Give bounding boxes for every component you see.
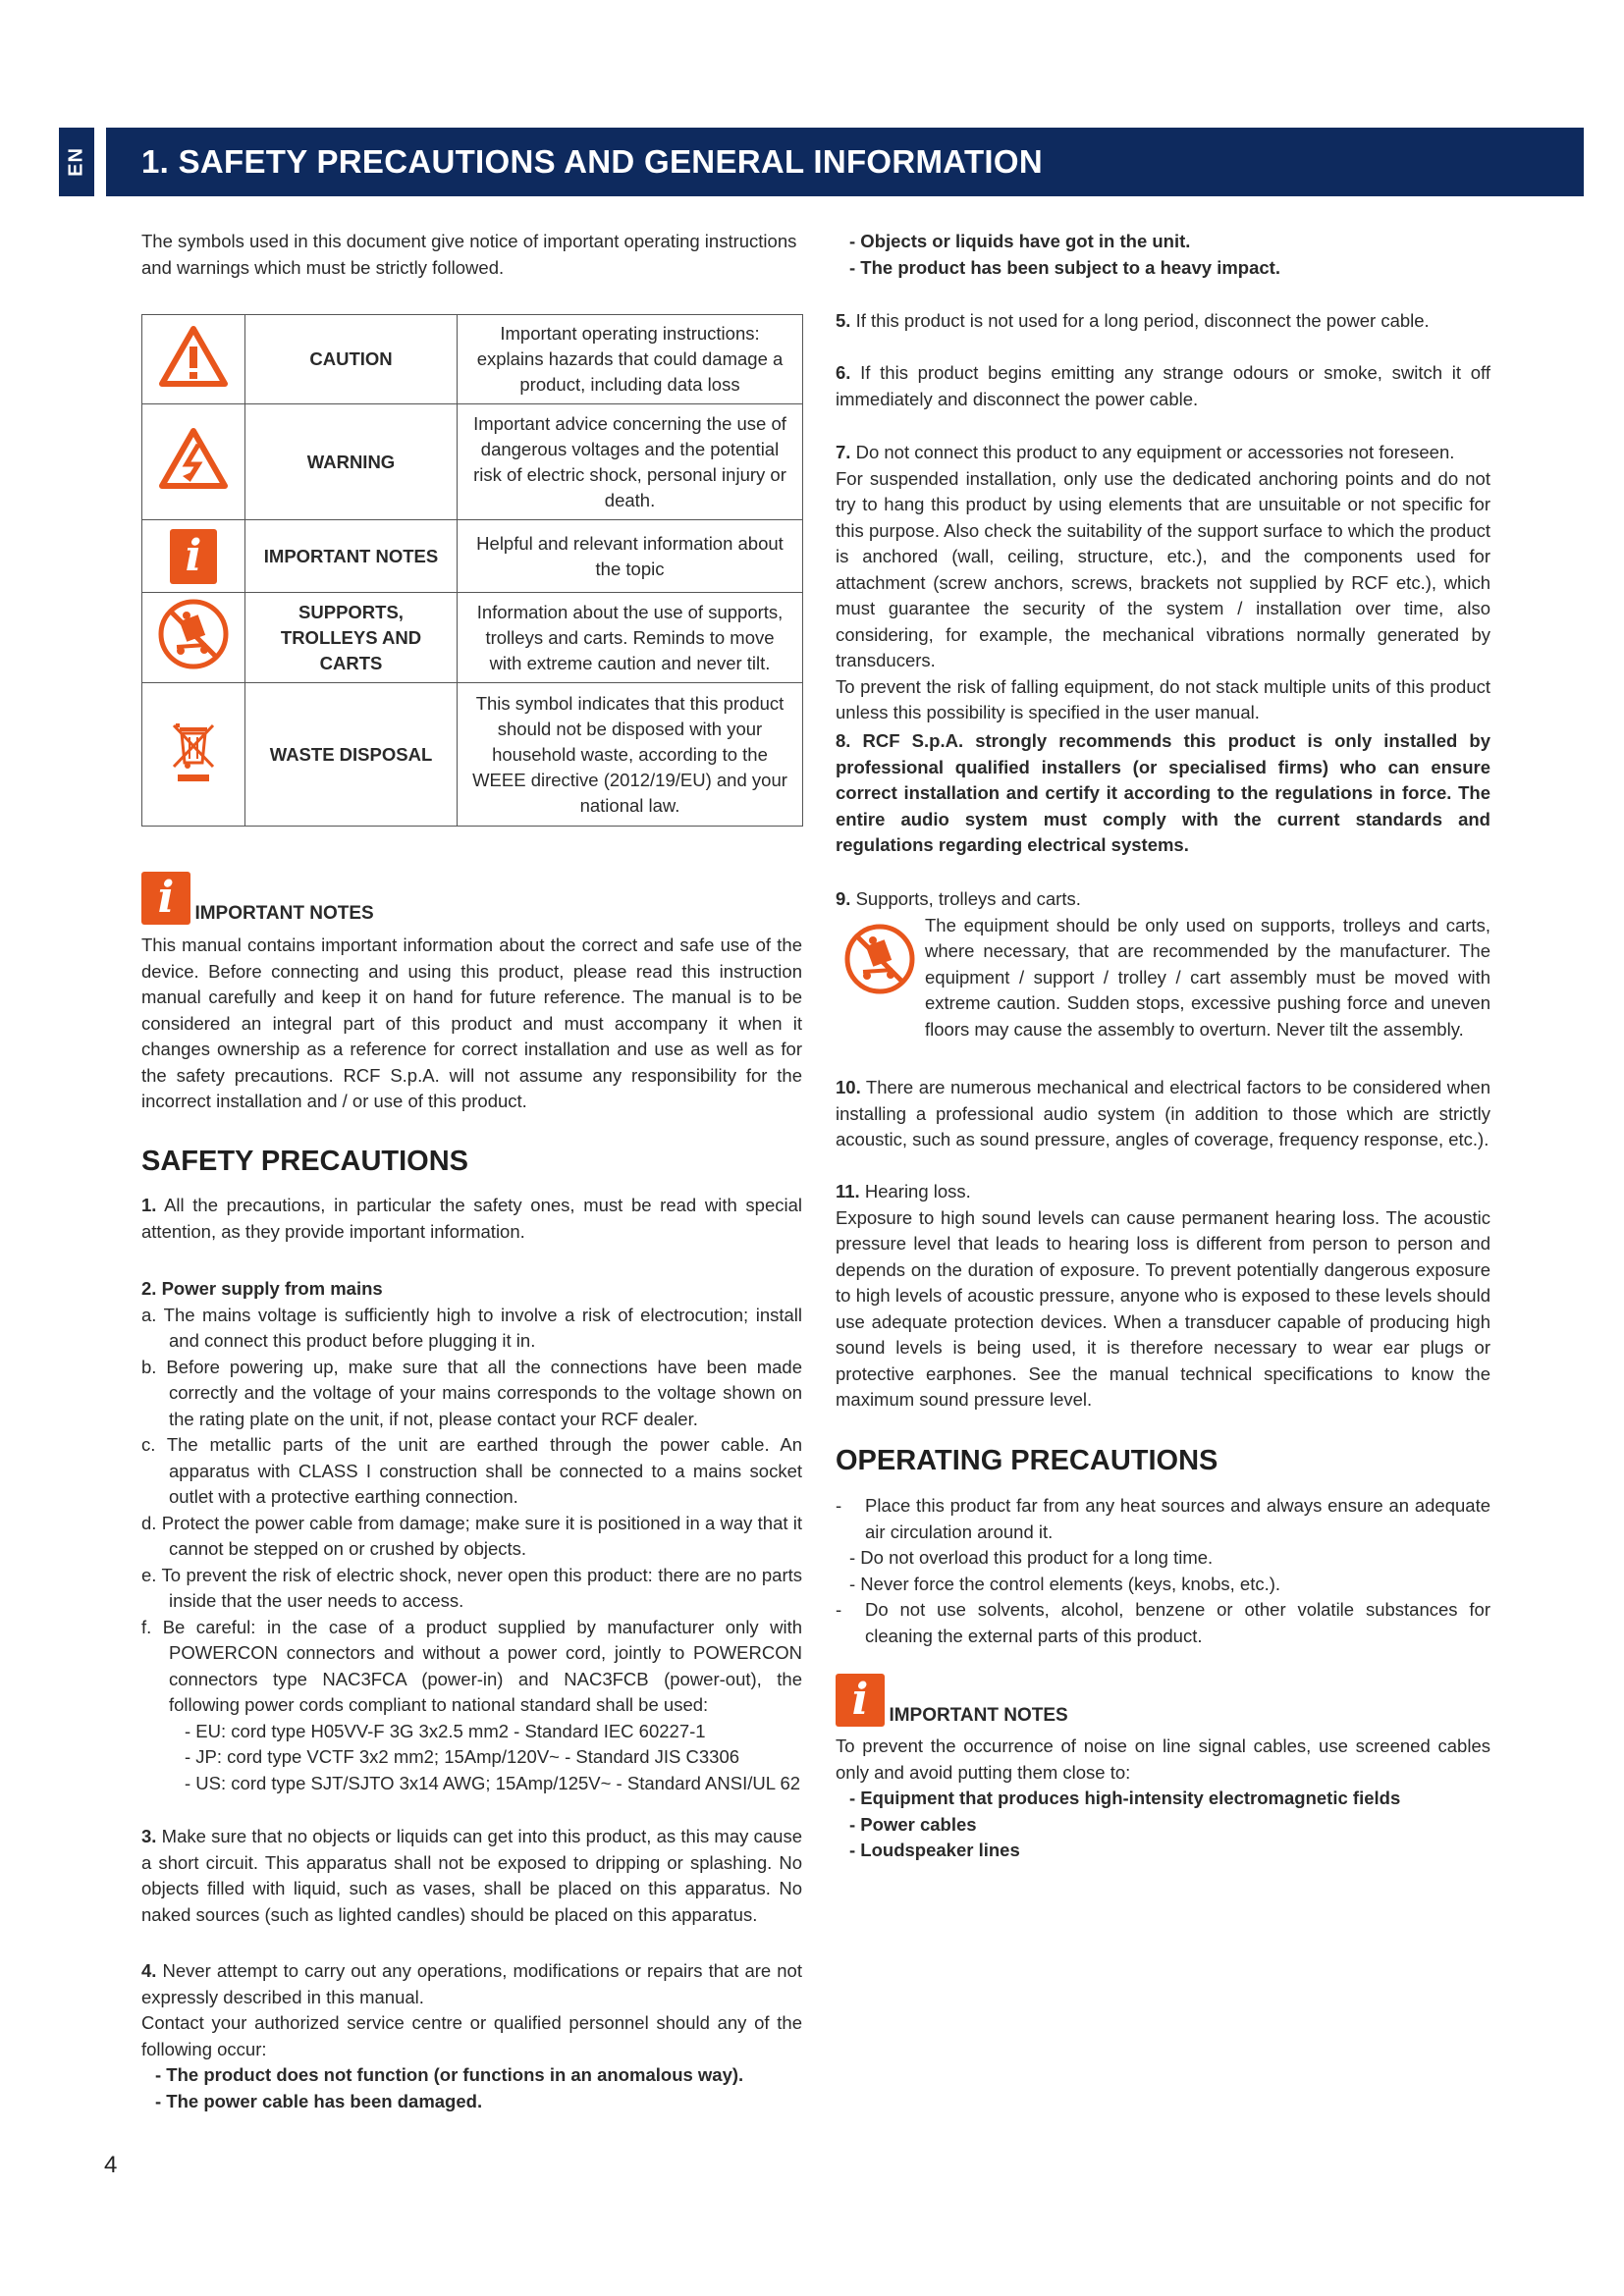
symbol-cell	[142, 520, 245, 593]
safety-item-4	[141, 1958, 802, 2114]
item-text: 9. Supports, trolleys and carts.	[836, 888, 1081, 909]
safety-item-8: 8. RCF S.p.A. strongly recommends this product is only installed by professional qualified installers (or specialised firms) who can ensure correct installation and certify it according to the regulations in force. The entire audio system must comply with the current standards and regulations regarding electrical systems.	[836, 730, 1490, 855]
list-item: - Never force the control elements (keys, knobs, etc.).	[849, 1573, 1281, 1594]
list-item: - The power cable has been damaged.	[155, 2090, 483, 2111]
symbol-description: Information about the use of supports, trolleys and carts. Reminds to move with extreme caution and never tilt.	[458, 593, 803, 683]
safety-item-7	[836, 440, 1490, 726]
important-notes-title: IMPORTANT NOTES	[889, 1705, 1068, 1726]
section-title: 1. SAFETY PRECAUTIONS AND GENERAL INFORMATION	[141, 143, 1044, 180]
list-item: - US: cord type SJT/SJTO 3x14 AWG; 15Amp/125V~ - Standard ANSI/UL 62	[185, 1772, 801, 1793]
table-row	[142, 683, 803, 827]
list-item: - Objects or liquids have got in the unit.	[849, 231, 1191, 251]
weee-bin-icon	[166, 714, 221, 788]
list-item: - Do not overload this product for a long time.	[849, 1547, 1214, 1568]
safety-item-9	[836, 886, 1490, 1042]
list-item: - Power cables	[849, 1813, 977, 1835]
symbol-label: WASTE DISPOSAL	[245, 683, 458, 827]
table-row	[142, 315, 803, 404]
failure-list-continued	[836, 229, 1504, 281]
important-notes-text: This manual contains important information about the correct and safe use of the device. Before connecting and using this product, please read this instruction manual carefully and keep it on hand for future reference. The manual is to be considered an integral part of this product and must accompany it when it changes ownership as a reference for correct installation and use as well as for the safety precautions. RCF S.p.A. will not assume any responsibility for the incorrect installation and / or use of this product.	[141, 934, 802, 1111]
intro-text: The symbols used in this document give notice of important operating instructions and warnings which must be strictly followed.	[141, 231, 797, 278]
cable-avoid-list	[836, 1786, 1490, 1864]
list-item: d. Protect the power cable from damage; make sure it is positioned in a way that it cannot be stepped on or crushed by objects.	[141, 1512, 803, 1559]
list-item: - The product has been subject to a heavy impact.	[849, 256, 1280, 278]
cart-tipover-icon	[843, 923, 916, 995]
list-item: - EU: cord type H05VV-F 3G 3x2.5 mm2 - Standard IEC 60227-1	[185, 1720, 706, 1741]
safety-item-10: 10. There are numerous mechanical and electrical factors to be considered when installing a professional audio system (in addition to those which are strictly acoustic, such as sound pressure, angles of coverage, frequency response, etc.).	[836, 1077, 1490, 1149]
important-notes-block	[141, 872, 802, 925]
item-number: 3.	[141, 1826, 157, 1846]
electric-warning-icon	[159, 427, 228, 490]
list-item: a. The mains voltage is sufficiently high to involve a risk of electrocution; install and connect this product before plugging it in.	[141, 1304, 803, 1351]
safety-precautions-title: SAFETY PRECAUTIONS	[141, 1146, 469, 1177]
item-text: 4. Never attempt to carry out any operations, modifications or repairs that are not expressly described in this manual.	[141, 1960, 802, 2007]
info-i-icon: i	[836, 1674, 885, 1727]
item-text: 7. Do not connect this product to any equipment or accessories not foreseen.	[836, 442, 1455, 462]
symbol-label: WARNING	[245, 404, 458, 520]
list-item: f. Be careful: in the case of a product supplied by manufacturer only with POWERCON connectors and without a power cord, jointly to POWERCON connectors type NAC3FCA (power-in) and NAC3FCB (power-out), the following power cords compliant to national standard shall be used:	[141, 1616, 802, 1715]
item-title: 2. Power supply from mains	[141, 1278, 383, 1299]
item-number: 1.	[141, 1195, 157, 1215]
power-cord-list	[141, 1719, 802, 1797]
safety-item-11	[836, 1179, 1490, 1414]
item-text: All the precautions, in particular the safety ones, must be read with special attention, as they provide important information.	[141, 1195, 802, 1242]
symbol-description: This symbol indicates that this product should not be disposed with your household waste, according to the WEEE directive (2012/19/EU) and your national law.	[458, 683, 803, 827]
symbol-description: Important advice concerning the use of dangerous voltages and the potential risk of electric shock, personal injury or death.	[458, 404, 803, 520]
safety-item-2	[141, 1276, 802, 1796]
safety-item-3	[141, 1824, 802, 1928]
page-number: 4	[104, 2152, 118, 2178]
table-row	[142, 404, 803, 520]
item-text: 11. Hearing loss.	[836, 1181, 971, 1201]
table-row	[142, 520, 803, 593]
list-item: - Do not use solvents, alcohol, benzene or other volatile substances for cleaning the external parts of this product.	[836, 1599, 1490, 1646]
power-supply-list	[141, 1303, 802, 1719]
important-notes-2-body	[836, 1734, 1490, 1864]
symbol-description: Important operating instructions: explains hazards that could damage a product, including data loss	[458, 315, 803, 404]
symbol-label: CAUTION	[245, 315, 458, 404]
list-item: - JP: cord type VCTF 3x2 mm2; 15Amp/120V~ - Standard JIS C3306	[185, 1746, 740, 1767]
failure-list	[141, 2062, 802, 2114]
important-notes-block-2	[836, 1674, 1490, 1727]
operating-precautions-title: OPERATING PRECAUTIONS	[836, 1445, 1218, 1476]
list-item: - Loudspeaker lines	[849, 1840, 1020, 1860]
symbol-label: SUPPORTS, TROLLEYS AND CARTS	[245, 593, 458, 683]
list-item: e. To prevent the risk of electric shock, never open this product: there are no parts inside that the user needs to access.	[141, 1564, 802, 1611]
item-text-c: To prevent the risk of falling equipment, do not stack multiple units of this product unless this possibility is specified in the user manual.	[836, 675, 1490, 722]
safety-item-6: 6. If this product begins emitting any strange odours or smoke, switch it off immediately and disconnect the power cable.	[836, 362, 1490, 409]
section-header	[106, 128, 1584, 196]
item-text-b: For suspended installation, only use the dedicated anchoring points and do not try to hang this product by using elements that are unsuitable or not specific for this purpose. Also check the suitability of the support surface to which the product is anchored (wall, ceiling, structure, etc.), and the components used for attachment (screw anchors, screws, brackets not supplied by RCF etc.), which must guarantee the security of the system / installation over time, also considering, for example, the mechanical vibrations normally generated by transducers.	[836, 467, 1490, 670]
caution-triangle-icon	[159, 325, 228, 388]
symbol-cell	[142, 404, 245, 520]
safety-item-5: 5. If this product is not used for a long period, disconnect the power cable.	[836, 310, 1430, 331]
item-text-b: The equipment should be only used on supports, trolleys and carts, where necessary, that are recommended by the manufacturer. The equipment / support / trolley / cart assembly must be moved with extreme caution. Sudden stops, excessive pushing force and uneven floors may cause the assembly to overturn. Never tilt the assembly.	[925, 914, 1490, 1040]
symbol-cell	[142, 683, 245, 827]
info-i-icon: i	[141, 872, 190, 925]
symbols-table	[141, 314, 803, 827]
symbol-cell	[142, 315, 245, 404]
list-item: - Place this product far from any heat sources and always ensure an adequate air circulation around it.	[836, 1495, 1490, 1542]
important-notes-text: To prevent the occurrence of noise on line signal cables, use screened cables only and avoid putting them close to:	[836, 1735, 1490, 1783]
symbol-label: IMPORTANT NOTES	[245, 520, 458, 593]
table-row	[142, 593, 803, 683]
safety-item-1	[141, 1193, 802, 1245]
language-label: EN	[65, 147, 87, 177]
list-item: - Equipment that produces high-intensity electromagnetic fields	[849, 1788, 1401, 1808]
list-item: - The product does not function (or functions in an anomalous way).	[155, 2064, 744, 2085]
language-tab	[59, 128, 94, 196]
item-text: Make sure that no objects or liquids can get into this product, as this may cause a short circuit. This apparatus shall not be exposed to dripping or splashing. No objects filled with liquid, such as vases, shall be placed on this apparatus. No naked sources (such as lighted candles) should be placed on this apparatus.	[141, 1826, 802, 1925]
important-notes-title: IMPORTANT NOTES	[194, 903, 374, 924]
item-text-b: Exposure to high sound levels can cause permanent hearing loss. The acoustic pressure level that leads to hearing loss is different from person to person and depends on the duration of exposure. To prevent potentially dangerous exposure to high levels of acoustic pressure, anyone who is exposed to these levels should use adequate protection devices. When a transducer capable of producing high sound levels is being used, it is therefore necessary to wear ear plugs or protective earphones. See the manual technical specifications to know the maximum sound pressure level.	[836, 1206, 1490, 1410]
item-text-b: Contact your authorized service centre or qualified personnel should any of the following occur:	[141, 2012, 802, 2059]
cart-tipover-icon	[157, 598, 230, 670]
symbol-description: Helpful and relevant information about the topic	[458, 520, 803, 593]
symbol-cell	[142, 593, 245, 683]
list-item: c. The metallic parts of the unit are earthed through the power cable. An apparatus with CLASS I construction shall be connected to a mains socket outlet with a protective earthing connection.	[141, 1434, 802, 1507]
operating-list	[836, 1493, 1490, 1649]
list-item: b. Before powering up, make sure that all the connections have been made correctly and the voltage of your mains corresponds to the voltage shown on the rating plate on the unit, if not, please contact your RCF dealer.	[141, 1356, 803, 1429]
info-i-icon: i	[170, 529, 217, 584]
